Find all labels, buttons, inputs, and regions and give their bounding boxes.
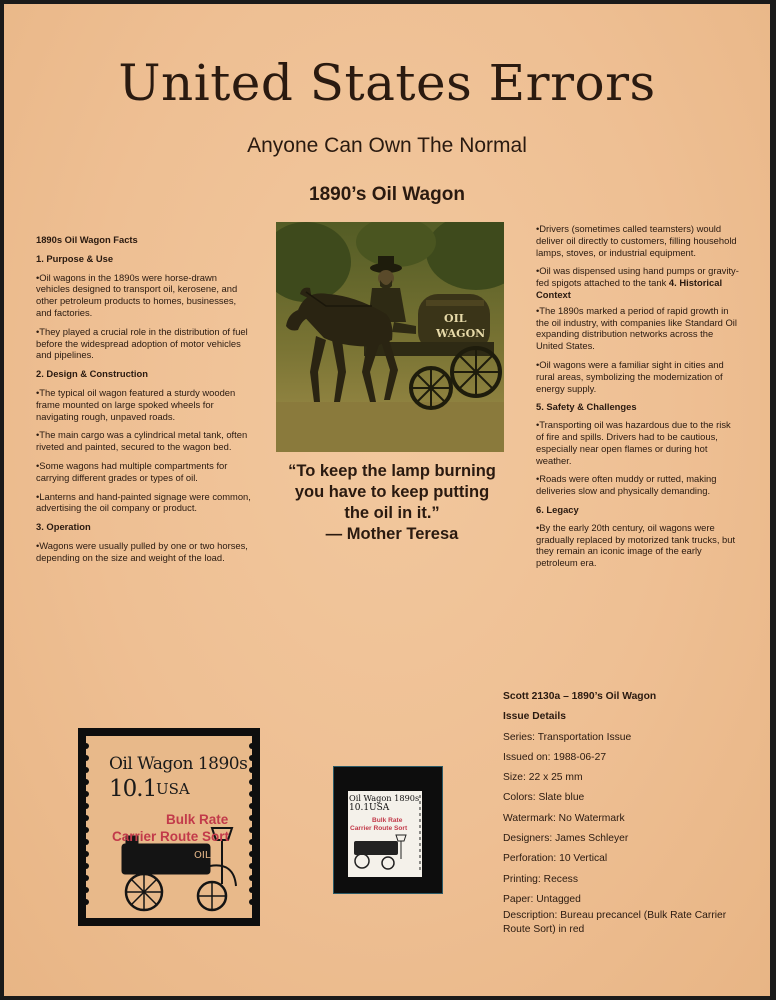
fact-paragraph: •Drivers (sometimes called teamsters) would deliver oil directly to customers, filling household lamps, stoves, or industrial equipment. [536,223,737,258]
stamp-denomination: 10.1USA [349,803,390,813]
fact-paragraph [536,265,741,300]
fact-paragraph: •Lanterns and hand-painted signage were common, advertising the oil company or product. [36,490,251,514]
detail-printing: Printing: Recess [503,873,578,885]
fact-paragraph: •Some wagons had multiple compartments for carrying different grades or types of oil. [36,459,228,483]
section-heading: 6. Legacy [536,503,579,515]
stamp-album-page [4,4,770,996]
detail-description: Description: Bureau precancel (Bulk Rate Carrier Route Sort) in red [503,909,727,935]
fact-paragraph: •Oil wagons were a familiar sight in cities and rural areas, symbolizing the modernization of energy supply. [536,358,724,394]
section-heading: 5. Safety & Challenges [536,401,637,413]
details-section: Issue Details [503,711,566,723]
stamp-name: Oil Wagon 1890s [349,793,420,803]
facts-left-column [36,234,251,571]
section-heading: 3. Operation [36,521,91,533]
detail-paper: Paper: Untagged [503,893,581,905]
issue-details [503,690,753,937]
section-heading: 4. Historical Context [536,277,723,300]
fact-paragraph: •Transporting oil was hazardous due to the risk of fire and spills. Drivers had to be cautious, especially near open flames or during hot weather. [536,419,731,466]
stamp-denomination: 10.1 [109,776,157,802]
fact-paragraph: •Wagons were usually pulled by one or two horses, depending on the size and weight of the load. [36,539,248,563]
page-title: United States Errors [118,54,656,112]
oil-wagon-drawing [276,222,504,452]
stamp-country: USA [156,780,190,798]
stamp-heading: 1890’s Oil Wagon [309,184,465,205]
quote-text: “To keep the lamp burning you have to keep putting the oil in it.” [288,462,496,522]
precancel-line-2: Carrier Route Sort [112,829,230,844]
facts-right-column [536,223,741,576]
quote-author: — Mother Teresa [325,525,459,543]
section-heading: 2. Design & Construction [36,368,148,380]
detail-series: Series: Transportation Issue [503,731,632,743]
stamp-actual-face [348,791,428,877]
precancel-line-1: Bulk Rate [166,812,229,827]
quote [282,461,502,545]
fact-paragraph: •The 1890s marked a period of rapid growth in the oil industry, with companies like Standard Oil expanding distribution networks across the United States. [536,304,737,352]
oil-wagon-illustration [276,222,504,452]
svg-text:OIL: OIL [444,312,467,325]
precancel-line-1: Bulk Rate [372,817,403,824]
fact-paragraph: •Oil wagons in the 1890s were horse-drawn vehicles designed to transport oil, kerosene, and other petroleum products to homes, businesses, and factories. [36,271,238,318]
stamp-enlarged-face [86,736,252,918]
detail-issued: Issued on: 1988-06-27 [503,751,607,763]
fact-paragraph: •They played a crucial role in the distribution of fuel before the widespread adoption of motor vehicles and pipelines. [36,325,248,361]
fact-paragraph: •Roads were often muddy or rutted, making deliveries slow and physically demanding. [536,473,717,497]
detail-watermark: Watermark: No Watermark [503,812,625,824]
stamp-actual-size [333,766,443,894]
precancel-line-2: Carrier Route Sort [350,825,408,832]
page-subtitle: Anyone Can Own The Normal [247,134,527,157]
svg-text:WAGON: WAGON [436,327,486,340]
svg-text:OIL: OIL [194,850,211,861]
fact-paragraph: •The main cargo was a cylindrical metal tank, often riveted and painted, secured to the wagon bed. [36,429,248,453]
section-heading: 1. Purpose & Use [36,252,114,264]
stamp-name: Oil Wagon 1890s [109,754,248,774]
detail-designers: Designers: James Schleyer [503,833,629,845]
fact-paragraph: •The typical oil wagon featured a sturdy wooden frame mounted on large spoked wheels for navigating rough, unpaved roads. [36,386,236,422]
fact-text: •Oil was dispensed using hand pumps or gravity-fed spigots attached to the tank [536,265,739,289]
detail-size: Size: 22 x 25 mm [503,772,583,784]
fact-paragraph: •By the early 20th century, oil wagons were gradually replaced by motorized tank trucks, but they remain an iconic image of the early petroleum era. [536,521,736,569]
stamp-enlarged [78,728,260,926]
detail-colors: Colors: Slate blue [503,792,585,804]
facts-title: 1890s Oil Wagon Facts [36,234,138,245]
detail-perforation: Perforation: 10 Vertical [503,853,608,865]
details-title: Scott 2130a – 1890’s Oil Wagon [503,691,657,702]
